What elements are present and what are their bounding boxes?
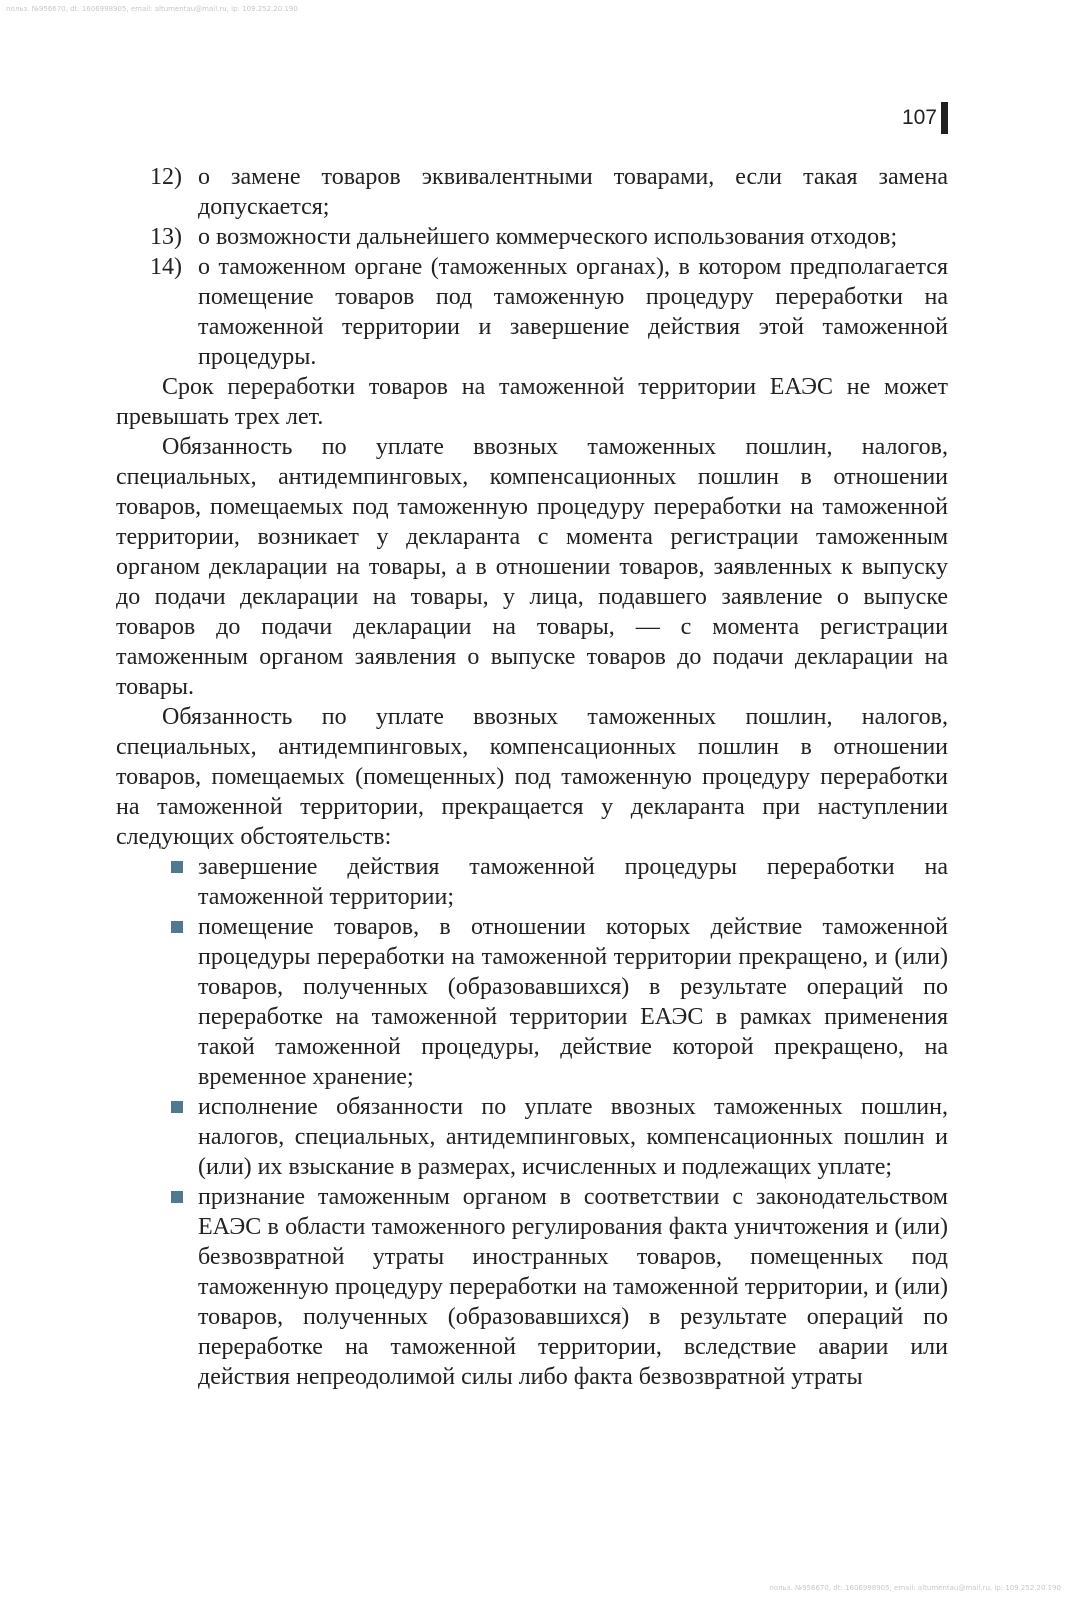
item-text: о таможенном органе (таможенных органах), в котором предполагается помещение товаров под таможенную процедуру переработки на таможенной территории и завершение действия этой таможенной процедуры. xyxy=(198,254,948,370)
bullet-list xyxy=(116,852,948,1392)
paragraph: Обязанность по уплате ввозных таможенных пошлин, налогов, специальных, антидемпинговых, компенсационных пошлин в отношении товаров, помещаемых под таможенную процедуру переработки на таможенной территории, возникает у декларанта с момента регистрации таможенным органом декларации на товары, а в отношении товаров, заявленных к выпуску до подачи декларации на товары, у лица, подавшего заявление о выпуске товаров до подачи декларации на товары, — с момента регистрации таможенным органом заявления о выпуске товаров до подачи декларации на товары. xyxy=(116,434,948,700)
square-bullet-icon xyxy=(171,861,183,873)
page-number: 107 xyxy=(901,106,937,129)
list-item xyxy=(116,912,948,1092)
list-item xyxy=(116,222,948,252)
square-bullet-icon xyxy=(171,921,183,933)
item-text: признание таможенным органом в соответствии с законодательством ЕАЭС в области таможенного регулирования факта уничтожения и (или) безвозвратной утраты иностранных товаров, помещенных под таможенную процедуру переработки на таможенной территории, и (или) товаров, полученных (образовавшихся) в результате операций по переработке на таможенной территории, вследствие аварии или действия непреодолимой силы либо факта безвозвратной утраты xyxy=(198,1184,948,1390)
watermark-bottom: польз. №956670, dt: 1606998905, email: altumentau@mail.ru, ip: 109.252.20.190 xyxy=(769,1584,1061,1592)
page-content xyxy=(116,162,948,1392)
item-number: 13) xyxy=(150,224,182,250)
list-item xyxy=(116,852,948,912)
page-number-bar xyxy=(941,102,948,134)
item-number: 12) xyxy=(150,164,182,190)
paragraph: Обязанность по уплате ввозных таможенных пошлин, налогов, специальных, антидемпинговых, компенсационных пошлин в отношении товаров, помещаемых (помещенных) под таможенную процедуру переработки на таможенной территории, прекращается у декларанта при наступлении следующих обстоятельств: xyxy=(116,704,948,850)
paragraph: Срок переработки товаров на таможенной территории ЕАЭС не может превышать трех лет. xyxy=(116,374,948,430)
list-item xyxy=(116,252,948,372)
square-bullet-icon xyxy=(171,1191,183,1203)
item-text: помещение товаров, в отношении которых действие таможенной процедуры переработки на таможенной территории прекращено, и (или) товаров, полученных (образовавшихся) в результате операций по переработке на таможенной территории ЕАЭС в рамках применения такой таможенной процедуры, действие которой прекращено, на временное хранение; xyxy=(198,914,948,1090)
item-text: о возможности дальнейшего коммерческого использования отходов; xyxy=(198,224,898,250)
item-text: о замене товаров эквивалентными товарами, если такая замена допускается; xyxy=(198,164,948,220)
item-text: завершение действия таможенной процедуры переработки на таможенной территории; xyxy=(198,854,948,910)
list-item xyxy=(116,1092,948,1182)
watermark-top: польз. №956670, dt: 1606998905, email: altumentau@mail.ru, ip: 109.252.20.190 xyxy=(6,5,298,13)
square-bullet-icon xyxy=(171,1101,183,1113)
item-text: исполнение обязанности по уплате ввозных таможенных пошлин, налогов, специальных, антидемпинговых, компенсационных пошлин и (или) их взыскание в размерах, исчисленных и подлежащих уплате; xyxy=(198,1094,948,1180)
item-number: 14) xyxy=(150,254,182,280)
list-item xyxy=(116,162,948,222)
numbered-list xyxy=(116,162,948,372)
list-item xyxy=(116,1182,948,1392)
